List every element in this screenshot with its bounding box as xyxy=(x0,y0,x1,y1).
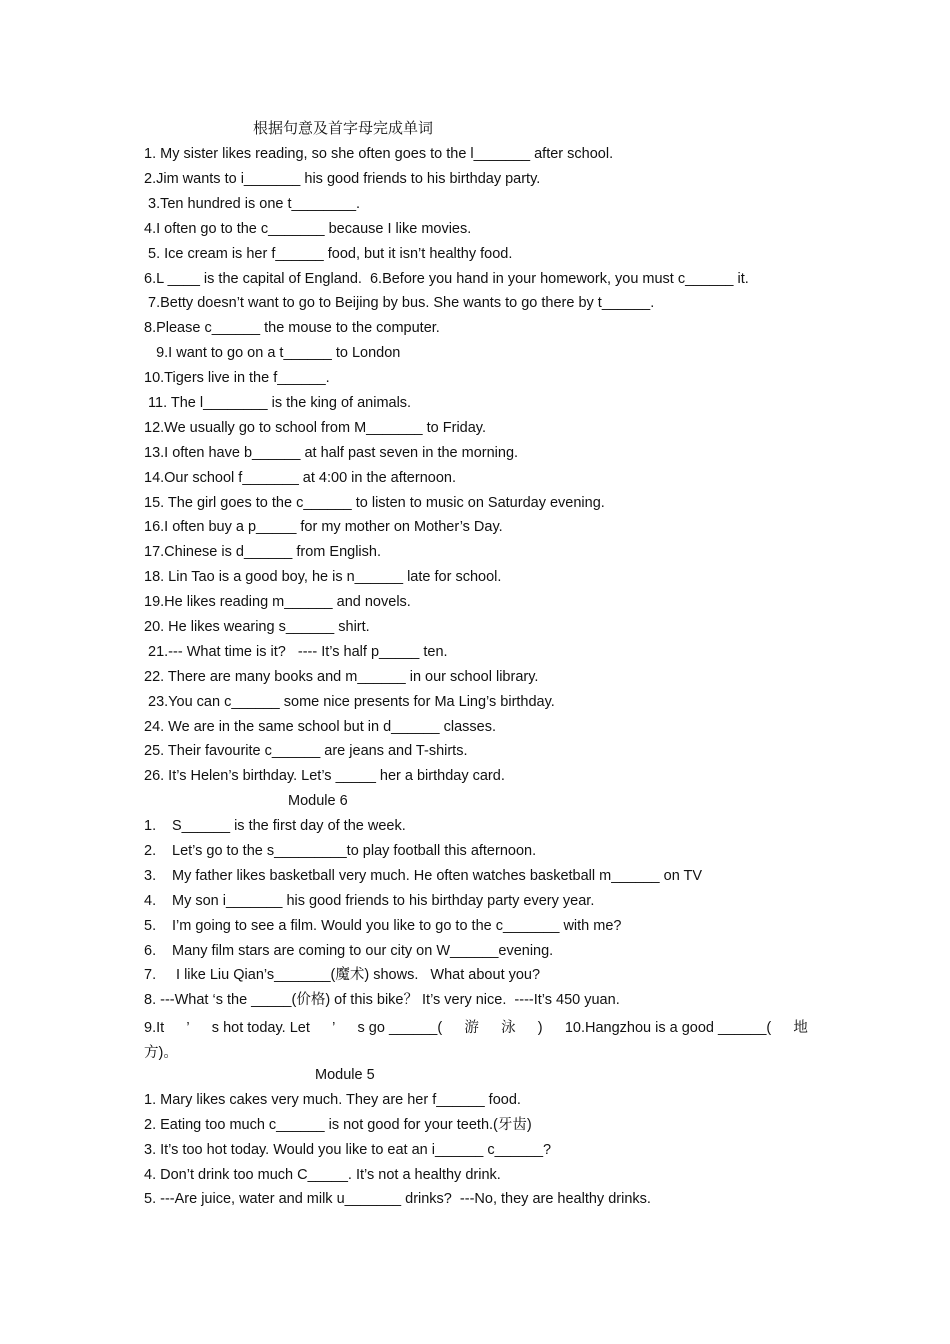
question-line: 20. He likes wearing s______ shirt. xyxy=(144,619,370,635)
question-line: 10.Tigers live in the f______. xyxy=(144,370,330,386)
question-line xyxy=(144,942,553,960)
question-line: 6.L ____ is the capital of England. 6.Before you hand in your homework, you must c______ it. xyxy=(144,271,749,287)
question-fragment: 地 xyxy=(793,1020,808,1036)
question-line: 12.We usually go to school from M_______ to Friday. xyxy=(144,420,487,436)
question-line xyxy=(144,917,622,935)
question-9-row xyxy=(144,1016,808,1041)
question-text: I like Liu Qian’s_______(魔术) shows. What about you? xyxy=(172,967,541,983)
question-line xyxy=(144,817,406,835)
question-line: 16.I often buy a p_____ for my mother on Mother’s Day. xyxy=(144,519,503,535)
question-text: My son i_______ his good friends to his birthday party every year. xyxy=(172,893,595,909)
question-line: 21.--- What time is it? ---- It’s half p_____ ten. xyxy=(144,644,448,660)
question-line: 3.Ten hundred is one t________. xyxy=(144,196,361,212)
question-number: 3. xyxy=(144,868,157,884)
question-line xyxy=(144,966,540,984)
question-line xyxy=(144,867,702,885)
question-line: 19.He likes reading m______ and novels. xyxy=(144,594,411,610)
question-line: 17.Chinese is d______ from English. xyxy=(144,544,381,560)
question-line: 25. Their favourite c______ are jeans and T-shirts. xyxy=(144,743,468,759)
question-line: 8. ---What ‘s the _____(价格) of this bike？ It’s very nice. ----It’s 450 yuan. xyxy=(144,992,620,1008)
question-fragment: ’ xyxy=(332,1020,336,1036)
question-line: 5. ---Are juice, water and milk u_______ drinks? ---No, they are healthy drinks. xyxy=(144,1191,651,1207)
question-line: 22. There are many books and m______ in our school library. xyxy=(144,669,539,685)
question-text: Let’s go to the s_________to play football this afternoon. xyxy=(172,843,537,859)
question-line xyxy=(144,842,536,860)
question-line: 7.Betty doesn’t want to go to Beijing by bus. She wants to go there by t______. xyxy=(144,295,655,311)
question-10-continuation: 方)。 xyxy=(144,1045,178,1061)
question-number: 4. xyxy=(144,893,157,909)
question-text: S______ is the first day of the week. xyxy=(172,818,406,834)
question-text: My father likes basketball very much. He often watches basketball m______ on TV xyxy=(172,868,703,884)
question-number: 6. xyxy=(144,943,157,959)
question-fragment: 游 xyxy=(464,1020,479,1036)
question-fragment: 10.Hangzhou is a good ______( xyxy=(564,1020,772,1036)
question-number: 5. xyxy=(144,918,157,934)
question-line: 24. We are in the same school but in d______ classes. xyxy=(144,719,496,735)
question-number: 1. xyxy=(144,818,157,834)
question-line: 3. It’s too hot today. Would you like to eat an i______ c______? xyxy=(144,1142,552,1158)
question-line: 2. Eating too much c______ is not good for your teeth.(牙齿) xyxy=(144,1117,532,1133)
question-line: 4. Don’t drink too much C_____. It’s not a healthy drink. xyxy=(144,1167,501,1183)
question-line: 26. It’s Helen’s birthday. Let’s _____ her a birthday card. xyxy=(144,768,505,784)
question-fragment: s go ______( xyxy=(357,1020,443,1036)
module-6-heading: Module 6 xyxy=(288,793,348,809)
question-line: 18. Lin Tao is a good boy, he is n______ late for school. xyxy=(144,569,502,585)
question-text: Many film stars are coming to our city on W______evening. xyxy=(172,943,554,959)
question-fragment: 泳 xyxy=(501,1020,516,1036)
question-line: 1. My sister likes reading, so she often goes to the l_______ after school. xyxy=(144,146,614,162)
question-fragment: 9.It xyxy=(144,1020,165,1036)
question-fragment: ) xyxy=(537,1020,543,1036)
question-line: 4.I often go to the c_______ because I like movies. xyxy=(144,221,472,237)
question-line: 13.I often have b______ at half past seven in the morning. xyxy=(144,445,519,461)
worksheet-title: 根据句意及首字母完成单词 xyxy=(253,119,434,137)
question-number: 2. xyxy=(144,843,157,859)
question-fragment: ’ xyxy=(186,1020,190,1036)
module-5-heading: Module 5 xyxy=(315,1067,375,1083)
question-line: 11. The l________ is the king of animals. xyxy=(144,395,412,411)
question-line: 23.You can c______ some nice presents for Ma Ling’s birthday. xyxy=(144,694,555,710)
question-line: 15. The girl goes to the c______ to listen to music on Saturday evening. xyxy=(144,495,605,511)
question-text: I’m going to see a film. Would you like to go to the c_______ with me? xyxy=(172,918,622,934)
question-9-10 xyxy=(144,1016,808,1066)
question-number: 7. xyxy=(144,967,157,983)
question-line: 5. Ice cream is her f______ food, but it isn’t healthy food. xyxy=(144,246,513,262)
question-line: 2.Jim wants to i_______ his good friends to his birthday party. xyxy=(144,171,541,187)
question-line xyxy=(144,892,594,910)
question-line: 9.I want to go on a t______ to London xyxy=(144,345,401,361)
question-fragment: s hot today. Let xyxy=(211,1020,310,1036)
question-line: 14.Our school f_______ at 4:00 in the afternoon. xyxy=(144,470,456,486)
question-line: 1. Mary likes cakes very much. They are her f______ food. xyxy=(144,1092,521,1108)
question-line: 8.Please c______ the mouse to the computer. xyxy=(144,320,440,336)
